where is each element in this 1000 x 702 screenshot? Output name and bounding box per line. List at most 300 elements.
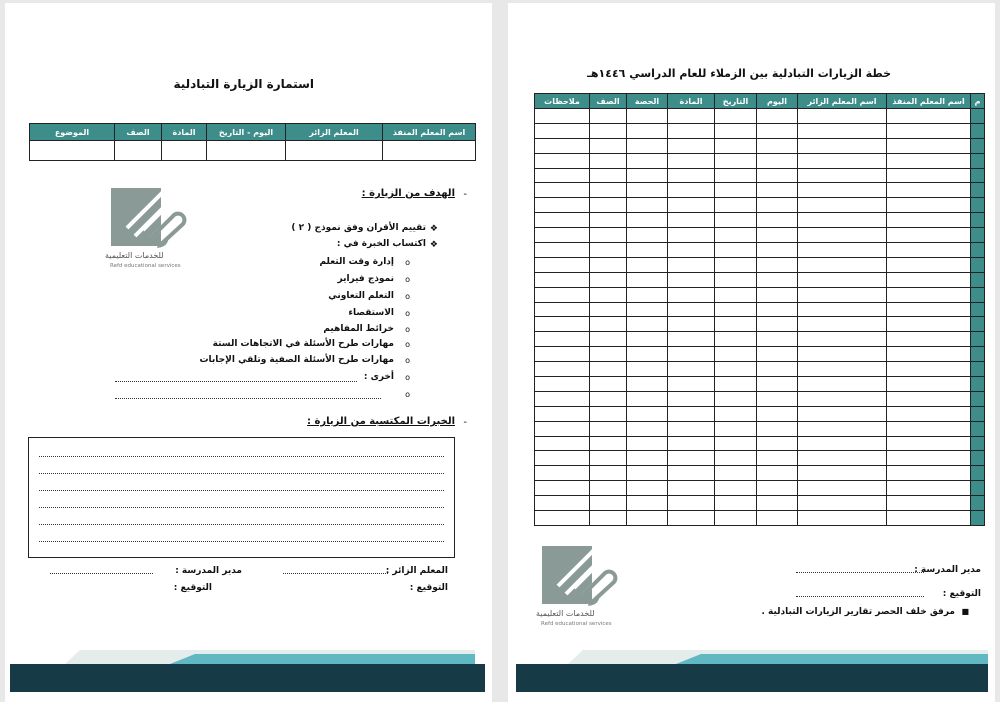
header-executing-teacher: اسم المعلم المنفذ — [383, 124, 476, 141]
table-cell[interactable] — [715, 511, 757, 526]
table-cell[interactable] — [798, 257, 887, 272]
blank-fill-line[interactable] — [115, 398, 381, 399]
table-cell[interactable] — [627, 153, 668, 168]
table-cell[interactable] — [535, 347, 590, 362]
table-cell[interactable] — [715, 272, 757, 287]
table-cell[interactable] — [627, 272, 668, 287]
table-cell[interactable] — [757, 377, 798, 392]
table-cell[interactable] — [627, 123, 668, 138]
table-cell[interactable] — [535, 183, 590, 198]
table-cell[interactable] — [668, 138, 715, 153]
table-cell[interactable] — [715, 302, 757, 317]
table-cell[interactable] — [590, 198, 627, 213]
table-cell[interactable] — [757, 391, 798, 406]
table-cell[interactable] — [757, 332, 798, 347]
table-cell[interactable] — [757, 153, 798, 168]
table-cell[interactable] — [590, 272, 627, 287]
table-cell[interactable] — [627, 436, 668, 451]
table-cell[interactable] — [798, 347, 887, 362]
table-cell[interactable] — [887, 332, 971, 347]
table-cell[interactable] — [798, 421, 887, 436]
header-executing-teacher: اسم المعلم المنفذ — [887, 94, 971, 109]
table-cell[interactable] — [798, 511, 887, 526]
experience-box[interactable] — [28, 437, 455, 558]
table-cell[interactable] — [715, 243, 757, 258]
table-cell[interactable] — [887, 109, 971, 124]
table-cell[interactable] — [535, 317, 590, 332]
plan-table — [534, 93, 985, 526]
table-cell[interactable] — [887, 213, 971, 228]
table-cell[interactable] — [627, 287, 668, 302]
table-row — [535, 496, 985, 511]
table-cell[interactable] — [668, 213, 715, 228]
table-cell[interactable] — [627, 168, 668, 183]
table-cell[interactable] — [668, 362, 715, 377]
circle-bullet-icon: o — [405, 275, 410, 284]
table-cell[interactable] — [887, 421, 971, 436]
table-cell[interactable] — [715, 228, 757, 243]
table-cell[interactable] — [798, 317, 887, 332]
table-cell[interactable] — [207, 141, 286, 161]
table-cell[interactable] — [887, 243, 971, 258]
table-cell[interactable] — [668, 391, 715, 406]
table-cell[interactable] — [715, 168, 757, 183]
write-line[interactable] — [39, 490, 444, 491]
table-cell[interactable] — [668, 272, 715, 287]
table-cell[interactable] — [887, 347, 971, 362]
table-cell[interactable] — [668, 153, 715, 168]
principal-line[interactable] — [50, 573, 153, 574]
table-cell[interactable] — [798, 406, 887, 421]
table-cell[interactable] — [590, 123, 627, 138]
table-cell[interactable] — [757, 272, 798, 287]
table-cell[interactable] — [535, 496, 590, 511]
table-cell[interactable] — [757, 183, 798, 198]
form-title: استمارة الزيارة التبادلية — [173, 77, 314, 91]
table-cell[interactable] — [715, 213, 757, 228]
table-cell[interactable] — [715, 466, 757, 481]
table-cell[interactable] — [627, 183, 668, 198]
table-cell[interactable] — [887, 481, 971, 496]
table-cell[interactable] — [715, 496, 757, 511]
table-cell[interactable] — [535, 466, 590, 481]
table-cell[interactable] — [798, 391, 887, 406]
table-cell[interactable] — [715, 317, 757, 332]
table-cell[interactable] — [757, 481, 798, 496]
table-cell[interactable] — [715, 287, 757, 302]
table-cell[interactable] — [887, 436, 971, 451]
table-cell[interactable] — [757, 109, 798, 124]
index-cell[interactable] — [971, 287, 985, 302]
table-cell[interactable] — [590, 406, 627, 421]
table-cell[interactable] — [757, 168, 798, 183]
table-cell[interactable] — [715, 153, 757, 168]
table-cell[interactable] — [715, 109, 757, 124]
table-cell[interactable] — [668, 317, 715, 332]
table-cell[interactable] — [286, 141, 383, 161]
table-cell[interactable] — [668, 302, 715, 317]
index-cell[interactable] — [971, 138, 985, 153]
table-cell[interactable] — [535, 421, 590, 436]
visitor-teacher-label: المعلم الزائر : — [385, 566, 448, 576]
table-cell[interactable] — [535, 213, 590, 228]
table-cell[interactable] — [887, 153, 971, 168]
table-cell[interactable] — [535, 109, 590, 124]
table-cell[interactable] — [715, 421, 757, 436]
table-cell[interactable] — [590, 153, 627, 168]
table-cell[interactable] — [715, 377, 757, 392]
table-cell[interactable] — [627, 406, 668, 421]
table-cell[interactable] — [668, 436, 715, 451]
table-cell[interactable] — [887, 362, 971, 377]
table-cell[interactable] — [535, 377, 590, 392]
table-cell[interactable] — [715, 436, 757, 451]
table-cell[interactable] — [715, 183, 757, 198]
circle-bullet-icon: o — [405, 373, 410, 382]
table-cell[interactable] — [535, 332, 590, 347]
table-cell[interactable] — [715, 391, 757, 406]
table-cell[interactable] — [590, 332, 627, 347]
index-cell[interactable] — [971, 451, 985, 466]
table-cell[interactable] — [590, 109, 627, 124]
table-cell[interactable] — [590, 421, 627, 436]
write-line[interactable] — [39, 507, 444, 508]
table-cell[interactable] — [757, 213, 798, 228]
table-cell[interactable] — [887, 228, 971, 243]
table-cell[interactable] — [590, 436, 627, 451]
table-cell[interactable] — [535, 287, 590, 302]
table-cell[interactable] — [627, 421, 668, 436]
table-cell[interactable] — [535, 228, 590, 243]
table-row — [535, 183, 985, 198]
table-cell[interactable] — [590, 183, 627, 198]
table-cell[interactable] — [590, 347, 627, 362]
table-cell[interactable] — [798, 272, 887, 287]
table-cell[interactable] — [627, 377, 668, 392]
footer-decoration — [508, 642, 995, 702]
table-cell[interactable] — [757, 347, 798, 362]
table-cell[interactable] — [535, 302, 590, 317]
visitor-teacher-line[interactable] — [283, 573, 388, 574]
table-cell[interactable] — [668, 481, 715, 496]
table-cell[interactable] — [668, 421, 715, 436]
table-cell[interactable] — [30, 141, 115, 161]
table-cell[interactable] — [757, 257, 798, 272]
table-cell[interactable] — [668, 257, 715, 272]
table-cell[interactable] — [798, 287, 887, 302]
table-cell[interactable] — [798, 138, 887, 153]
table-cell[interactable] — [887, 391, 971, 406]
table-cell[interactable] — [668, 496, 715, 511]
write-line[interactable] — [39, 456, 444, 457]
table-cell[interactable] — [798, 481, 887, 496]
table-cell[interactable] — [757, 302, 798, 317]
index-cell[interactable] — [971, 511, 985, 526]
table-cell[interactable] — [627, 347, 668, 362]
table-cell[interactable] — [627, 511, 668, 526]
table-cell[interactable] — [590, 391, 627, 406]
table-cell[interactable] — [887, 317, 971, 332]
table-cell[interactable] — [590, 481, 627, 496]
table-cell[interactable] — [535, 481, 590, 496]
table-cell[interactable] — [590, 362, 627, 377]
table-cell[interactable] — [798, 183, 887, 198]
table-cell[interactable] — [668, 511, 715, 526]
table-cell[interactable] — [590, 377, 627, 392]
index-cell[interactable] — [971, 436, 985, 451]
table-cell[interactable] — [887, 451, 971, 466]
table-cell[interactable] — [535, 511, 590, 526]
plan-page — [508, 3, 995, 702]
table-cell[interactable] — [668, 183, 715, 198]
table-cell[interactable] — [535, 123, 590, 138]
table-cell[interactable] — [627, 362, 668, 377]
index-cell[interactable] — [971, 213, 985, 228]
header-day: اليوم — [757, 94, 798, 109]
table-cell[interactable] — [627, 332, 668, 347]
index-cell[interactable] — [971, 347, 985, 362]
table-cell[interactable] — [535, 391, 590, 406]
index-cell[interactable] — [971, 183, 985, 198]
table-cell[interactable] — [590, 451, 627, 466]
plan-title: خطة الزيارات التبادلية بين الزملاء للعام الدراسي ١٤٤٦هـ — [587, 67, 891, 80]
table-cell[interactable] — [798, 243, 887, 258]
table-row — [535, 168, 985, 183]
table-cell[interactable] — [757, 421, 798, 436]
table-cell[interactable] — [798, 109, 887, 124]
index-cell[interactable] — [971, 123, 985, 138]
index-cell[interactable] — [971, 109, 985, 124]
table-cell[interactable] — [590, 496, 627, 511]
table-cell[interactable] — [627, 213, 668, 228]
table-cell[interactable] — [715, 138, 757, 153]
table-cell[interactable] — [627, 451, 668, 466]
table-cell[interactable] — [798, 496, 887, 511]
table-cell[interactable] — [887, 377, 971, 392]
table-cell[interactable] — [757, 198, 798, 213]
index-cell[interactable] — [971, 228, 985, 243]
header-class: الصف — [115, 124, 162, 141]
index-cell[interactable] — [971, 302, 985, 317]
table-cell[interactable] — [798, 466, 887, 481]
table-cell[interactable] — [627, 138, 668, 153]
table-cell[interactable] — [590, 317, 627, 332]
table-cell[interactable] — [590, 466, 627, 481]
table-cell[interactable] — [887, 511, 971, 526]
index-cell[interactable] — [971, 466, 985, 481]
table-cell[interactable] — [715, 332, 757, 347]
table-cell[interactable] — [887, 123, 971, 138]
table-cell[interactable] — [535, 436, 590, 451]
table-cell[interactable] — [590, 138, 627, 153]
table-cell[interactable] — [757, 228, 798, 243]
table-cell[interactable] — [668, 332, 715, 347]
index-cell[interactable] — [971, 257, 985, 272]
table-cell[interactable] — [162, 141, 207, 161]
table-cell[interactable] — [715, 198, 757, 213]
table-cell[interactable] — [715, 481, 757, 496]
table-cell[interactable] — [627, 481, 668, 496]
table-cell[interactable] — [590, 243, 627, 258]
table-cell[interactable] — [757, 466, 798, 481]
table-cell[interactable] — [590, 511, 627, 526]
table-cell[interactable] — [668, 466, 715, 481]
table-cell[interactable] — [887, 257, 971, 272]
table-cell[interactable] — [887, 198, 971, 213]
table-cell[interactable] — [798, 332, 887, 347]
index-cell[interactable] — [971, 421, 985, 436]
table-cell[interactable] — [627, 198, 668, 213]
table-cell[interactable] — [627, 317, 668, 332]
table-cell[interactable] — [757, 287, 798, 302]
table-cell[interactable] — [887, 302, 971, 317]
table-cell[interactable] — [535, 257, 590, 272]
table-cell[interactable] — [887, 466, 971, 481]
table-cell[interactable] — [627, 302, 668, 317]
table-cell[interactable] — [590, 228, 627, 243]
table-cell[interactable] — [887, 168, 971, 183]
index-cell[interactable] — [971, 168, 985, 183]
index-cell[interactable] — [971, 377, 985, 392]
table-cell[interactable] — [798, 123, 887, 138]
table-cell[interactable] — [715, 406, 757, 421]
index-cell[interactable] — [971, 317, 985, 332]
table-cell[interactable] — [887, 287, 971, 302]
table-cell[interactable] — [757, 317, 798, 332]
index-cell[interactable] — [971, 243, 985, 258]
table-row — [535, 123, 985, 138]
table-cell[interactable] — [535, 362, 590, 377]
table-cell[interactable] — [627, 257, 668, 272]
table-cell[interactable] — [668, 109, 715, 124]
table-cell[interactable] — [535, 153, 590, 168]
form-page — [5, 3, 492, 702]
logo-arabic: للخدمات التعليمية — [105, 251, 164, 260]
table-cell[interactable] — [668, 123, 715, 138]
table-cell[interactable] — [798, 213, 887, 228]
table-cell[interactable] — [590, 287, 627, 302]
table-row — [535, 138, 985, 153]
table-cell[interactable] — [798, 377, 887, 392]
table-cell[interactable] — [535, 198, 590, 213]
table-cell[interactable] — [668, 406, 715, 421]
table-cell[interactable] — [798, 302, 887, 317]
circle-bullet-icon: o — [405, 325, 410, 334]
table-cell[interactable] — [715, 362, 757, 377]
table-cell[interactable] — [757, 406, 798, 421]
table-cell[interactable] — [757, 362, 798, 377]
table-cell[interactable] — [887, 272, 971, 287]
table-cell[interactable] — [715, 451, 757, 466]
table-cell[interactable] — [798, 436, 887, 451]
table-cell[interactable] — [627, 109, 668, 124]
table-cell[interactable] — [887, 138, 971, 153]
table-cell[interactable] — [668, 243, 715, 258]
index-cell[interactable] — [971, 496, 985, 511]
index-cell[interactable] — [971, 153, 985, 168]
signature-line[interactable] — [796, 596, 924, 597]
experience-item: مهارات طرح الأسئلة في الاتجاهات الستة — [212, 339, 394, 349]
table-cell[interactable] — [535, 168, 590, 183]
table-cell[interactable] — [798, 198, 887, 213]
principal-line[interactable] — [796, 572, 924, 573]
table-cell[interactable] — [535, 243, 590, 258]
table-cell[interactable] — [798, 228, 887, 243]
table-cell[interactable] — [887, 183, 971, 198]
table-cell[interactable] — [383, 141, 476, 161]
table-cell[interactable] — [590, 302, 627, 317]
table-cell[interactable] — [757, 496, 798, 511]
index-cell[interactable] — [971, 272, 985, 287]
write-line[interactable] — [39, 541, 444, 542]
write-line[interactable] — [39, 524, 444, 525]
table-row — [535, 377, 985, 392]
index-cell[interactable] — [971, 406, 985, 421]
table-cell[interactable] — [535, 272, 590, 287]
table-cell[interactable] — [798, 362, 887, 377]
table-cell[interactable] — [535, 451, 590, 466]
table-cell[interactable] — [757, 243, 798, 258]
table-cell[interactable] — [715, 257, 757, 272]
table-cell[interactable] — [757, 123, 798, 138]
index-cell[interactable] — [971, 481, 985, 496]
table-cell[interactable] — [668, 228, 715, 243]
table-cell[interactable] — [627, 466, 668, 481]
table-cell[interactable] — [798, 153, 887, 168]
table-cell[interactable] — [757, 511, 798, 526]
table-cell[interactable] — [627, 496, 668, 511]
table-cell[interactable] — [757, 451, 798, 466]
write-line[interactable] — [39, 473, 444, 474]
experience-item: نموذج فيراير — [337, 274, 394, 284]
table-cell[interactable] — [715, 123, 757, 138]
index-cell[interactable] — [971, 198, 985, 213]
table-cell[interactable] — [757, 138, 798, 153]
table-cell[interactable] — [798, 451, 887, 466]
table-cell[interactable] — [668, 168, 715, 183]
table-cell[interactable] — [668, 451, 715, 466]
other-fill-line[interactable] — [115, 381, 357, 382]
table-cell[interactable] — [668, 377, 715, 392]
index-cell[interactable] — [971, 362, 985, 377]
index-cell[interactable] — [971, 391, 985, 406]
table-cell[interactable] — [668, 287, 715, 302]
table-cell[interactable] — [535, 406, 590, 421]
table-cell[interactable] — [627, 228, 668, 243]
circle-bullet-icon: o — [405, 309, 410, 318]
table-row — [535, 406, 985, 421]
table-cell[interactable] — [590, 213, 627, 228]
table-cell[interactable] — [668, 347, 715, 362]
index-cell[interactable] — [971, 332, 985, 347]
table-cell[interactable] — [798, 168, 887, 183]
table-cell[interactable] — [887, 406, 971, 421]
plan-table-body — [535, 109, 985, 526]
logo-arabic: للخدمات التعليمية — [536, 609, 595, 618]
table-cell[interactable] — [887, 496, 971, 511]
table-cell[interactable] — [590, 257, 627, 272]
table-cell[interactable] — [668, 198, 715, 213]
table-cell[interactable] — [590, 168, 627, 183]
table-cell[interactable] — [627, 243, 668, 258]
table-cell[interactable] — [115, 141, 162, 161]
table-cell[interactable] — [627, 391, 668, 406]
table-cell[interactable] — [535, 138, 590, 153]
table-cell[interactable] — [715, 347, 757, 362]
square-bullet-icon: ■ — [961, 607, 969, 616]
table-cell[interactable] — [757, 436, 798, 451]
table-row — [535, 153, 985, 168]
